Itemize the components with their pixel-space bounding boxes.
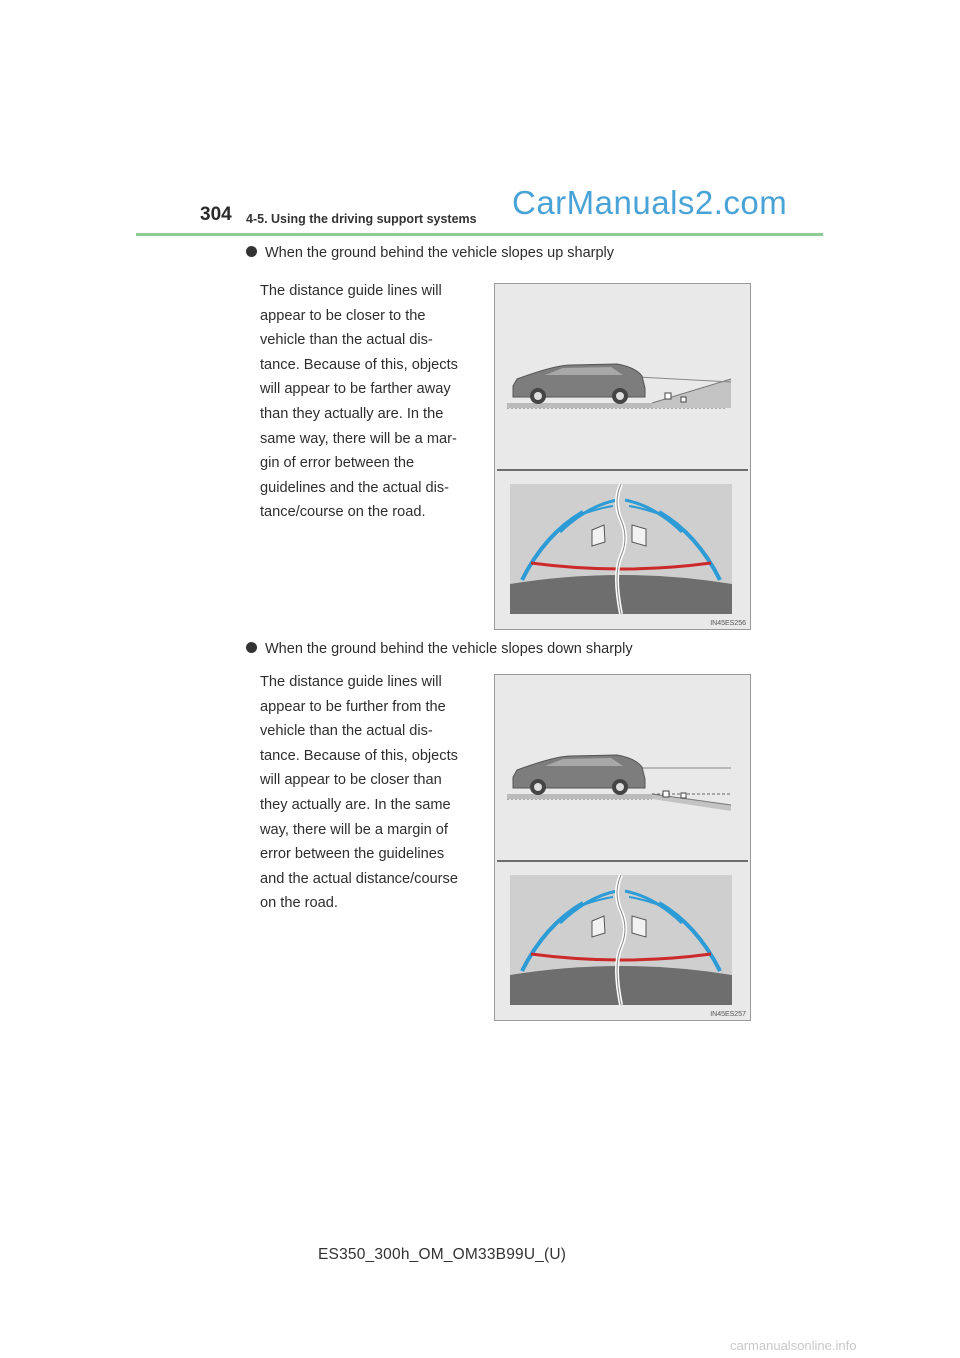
- bullet-heading-slope-down: When the ground behind the vehicle slopes down sharply: [246, 641, 633, 657]
- figure-slope-down: [494, 674, 751, 1021]
- paragraph-slope-up: The distance guide lines will appear to be closer to the vehicle than the actual dis- tance. Because of this, objects will appear to be farther away than they actually are. In the same way, there will be a mar- gin of error between the guidelines and the actual dis- tance/course on the road.: [260, 283, 458, 521]
- bullet-icon: [246, 642, 257, 653]
- bullet-icon: [246, 246, 257, 257]
- figure-code: IN45ES257: [710, 1011, 746, 1018]
- document-code: ES350_300h_OM_OM33B99U_(U): [318, 1246, 567, 1263]
- header-rule: [136, 233, 823, 236]
- watermark-bottom: carmanualsonline.info: [730, 1338, 857, 1353]
- figure-slope-up: [494, 283, 751, 630]
- illustration-slope-up: [495, 284, 750, 629]
- bullet-heading-slope-up: When the ground behind the vehicle slopes up sharply: [246, 245, 614, 261]
- section-title: 4-5. Using the driving support systems: [246, 212, 477, 226]
- paragraph-slope-down: The distance guide lines will appear to be further from the vehicle than the actual dis- tance. Because of this, objects will appear to be closer than they actually are. In the same way, there will be a margin of error between the guidelines and the actual distance/course on the road.: [260, 674, 458, 912]
- figure-code: IN45ES256: [710, 620, 746, 627]
- illustration-slope-down: [495, 675, 750, 1020]
- page-number: 304: [200, 204, 232, 225]
- watermark-top: CarManuals2.com: [512, 184, 788, 221]
